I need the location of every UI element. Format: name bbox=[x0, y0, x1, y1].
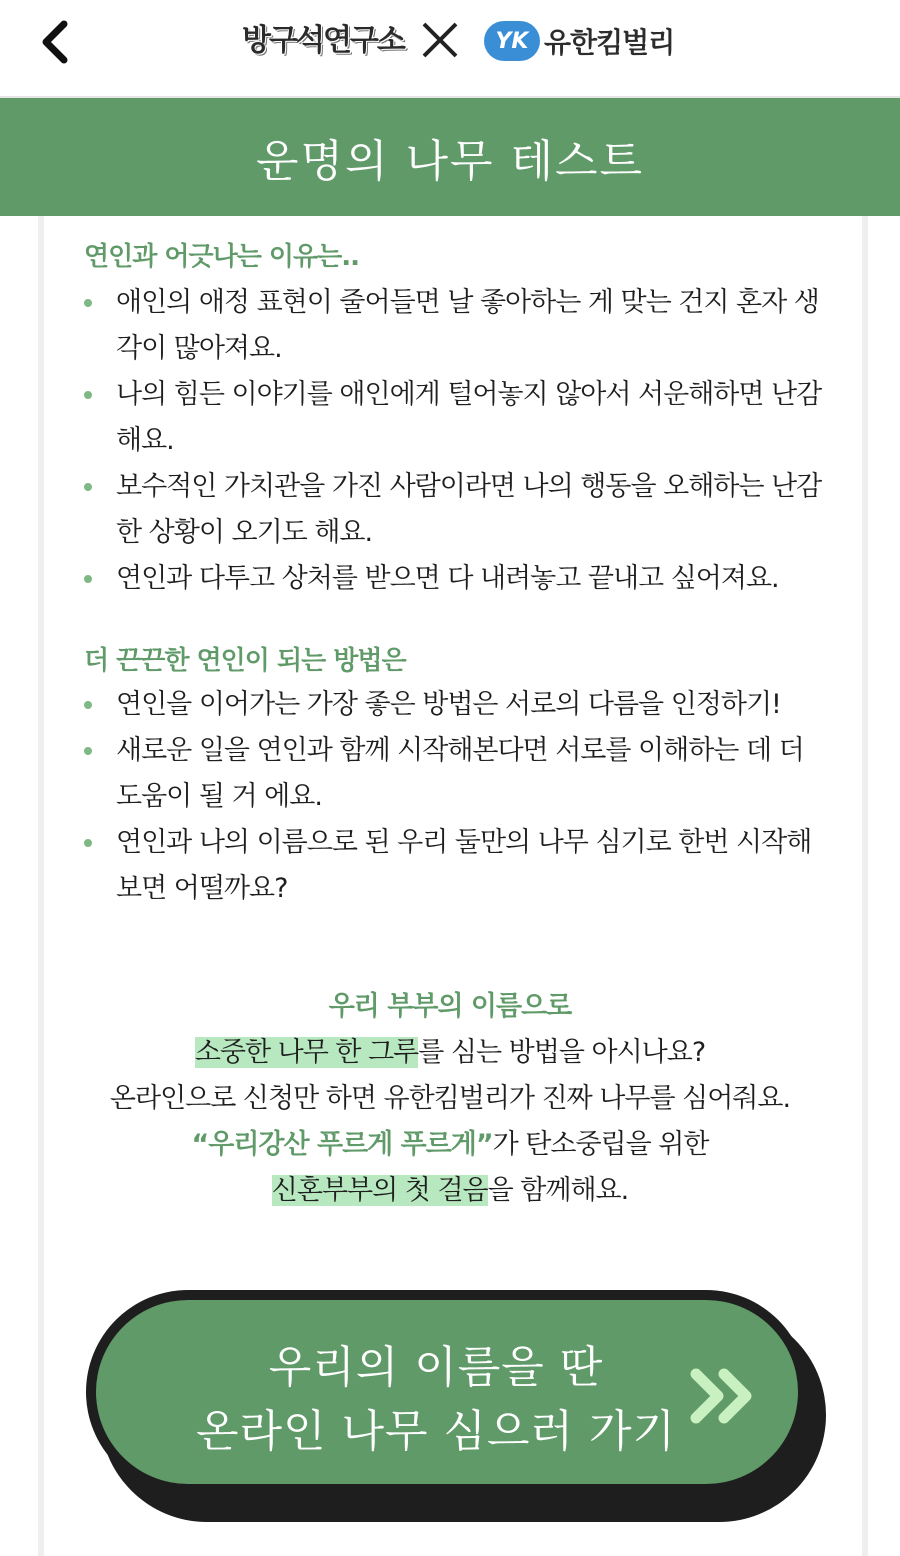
plant-tree-button-face[interactable] bbox=[96, 1300, 798, 1484]
list-item-text: 연인을 이어가는 가장 좋은 방법은 서로의 다름을 인정하기! bbox=[116, 689, 781, 720]
cta-container bbox=[86, 1290, 828, 1526]
promo-line-2 bbox=[0, 1030, 900, 1076]
page-title: 운명의 나무 테스트 bbox=[255, 136, 644, 187]
promo-text-segment: 를 심는 방법을 아시나요? bbox=[418, 1037, 706, 1068]
promo-text-segment: 을 함께해요. bbox=[487, 1175, 629, 1206]
yuhan-kimberly-wordmark: 유한킴벌리 bbox=[544, 26, 675, 59]
bullet-dot bbox=[84, 575, 92, 583]
promo-line-3 bbox=[0, 1076, 900, 1122]
bullet-dot bbox=[84, 839, 92, 847]
promo-text bbox=[0, 984, 900, 1214]
list-item bbox=[84, 728, 824, 820]
list-item bbox=[84, 820, 824, 912]
campaign-slogan: “우리강산 푸르게 푸르게” bbox=[191, 1129, 493, 1160]
list-item-text: 나의 힘든 이야기를 애인에게 털어놓지 않아서 서운해하면 난감해요. bbox=[116, 379, 822, 456]
collaboration-x-icon bbox=[418, 18, 462, 62]
double-chevron-right-icon bbox=[688, 1368, 758, 1424]
bullet-dot bbox=[84, 747, 92, 755]
page-header bbox=[0, 98, 900, 216]
promo-line-4 bbox=[0, 1122, 900, 1168]
bullet-dot bbox=[84, 299, 92, 307]
list-item-text: 보수적인 가치관을 가진 사람이라면 나의 행동을 오해하는 난감한 상황이 오기도 해요. bbox=[116, 471, 822, 548]
plant-tree-button[interactable] bbox=[86, 1290, 808, 1494]
chevron-left-icon bbox=[34, 14, 82, 70]
list-item bbox=[84, 556, 824, 602]
promo-line-5 bbox=[0, 1168, 900, 1214]
promo-text-segment: 가 탄소중립을 위한 bbox=[492, 1129, 709, 1160]
cta-line-1: 우리의 이름을 딴 bbox=[268, 1342, 604, 1393]
yuhan-kimberly-emblem: YK bbox=[484, 21, 540, 61]
list-item bbox=[84, 280, 824, 372]
bullet-dot bbox=[84, 701, 92, 709]
list-item-text: 연인과 나의 이름으로 된 우리 둘만의 나무 심기로 한번 시작해 보면 어떨까요? bbox=[116, 827, 812, 904]
promo-highlight-tree: 소중한 나무 한 그루 bbox=[194, 1037, 419, 1068]
list-item-text: 새로운 일을 연인과 함께 시작해본다면 서로를 이해하는 데 더 도움이 될 거 에요. bbox=[116, 735, 804, 812]
promo-text-segment: 온라인으로 신청만 하면 유한킴벌리가 진짜 나무를 심어줘요. bbox=[109, 1083, 791, 1114]
promo-highlight-first-step: 신혼부부의 첫 걸음 bbox=[271, 1175, 488, 1206]
section-title-tips: 더 끈끈한 연인이 되는 방법은 bbox=[84, 646, 406, 676]
reasons-list bbox=[84, 280, 824, 602]
section-title-reasons: 연인과 어긋나는 이유는.. bbox=[84, 242, 360, 272]
bullet-dot bbox=[84, 391, 92, 399]
yuhan-kimberly-logo bbox=[484, 18, 674, 64]
cta-line-2: 온라인 나무 심으러 가기 bbox=[196, 1406, 676, 1457]
list-item-text: 애인의 애정 표현이 줄어들면 날 좋아하는 게 맞는 건지 혼자 생각이 많아져요. bbox=[116, 287, 819, 364]
bullet-dot bbox=[84, 483, 92, 491]
list-item-text: 연인과 다투고 상처를 받으면 다 내려놓고 끝내고 싶어져요. bbox=[116, 563, 779, 594]
tips-list bbox=[84, 682, 824, 912]
list-item bbox=[84, 682, 824, 728]
promo-line-1 bbox=[0, 984, 900, 1030]
plant-tree-button-label[interactable] bbox=[166, 1336, 706, 1464]
top-navigation-bar bbox=[0, 0, 900, 98]
list-item bbox=[84, 464, 824, 556]
list-item bbox=[84, 372, 824, 464]
bangguseok-lab-logo: 방구석연구소 bbox=[242, 23, 404, 58]
back-button[interactable] bbox=[34, 14, 82, 70]
promo-heading: 우리 부부의 이름으로 bbox=[328, 991, 572, 1022]
